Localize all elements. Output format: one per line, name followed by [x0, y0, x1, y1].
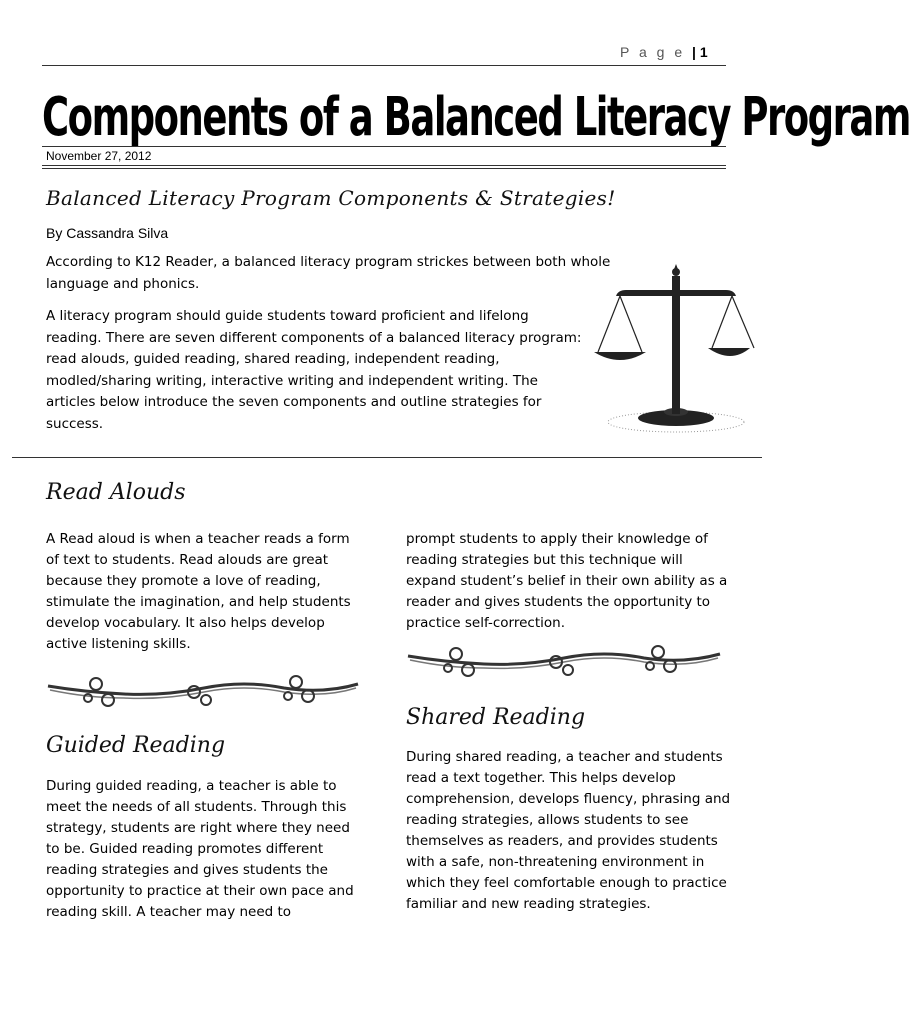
section-rule: [12, 457, 762, 458]
page-number: [620, 44, 708, 60]
section-title-guided-reading: Guided Reading: [46, 733, 226, 758]
flourish-divider-icon: [404, 640, 724, 680]
section-title-read-alouds: Read Alouds: [46, 480, 186, 505]
section-title-shared-reading: Shared Reading: [406, 705, 586, 730]
balance-scale-icon: [590, 260, 750, 440]
article-headline: Balanced Literacy Program Components & Strategies!: [46, 186, 616, 210]
top-rule: [42, 65, 726, 66]
article-byline: By Cassandra Silva: [46, 225, 169, 241]
date-rule-bottom-double: [42, 168, 726, 169]
section-body-guided-reading-continued: prompt students to apply their knowledge of reading strategies but this technique will expand student’s belief in their own ability as a reader and gives students the opportunity to practice self-correction.: [406, 531, 728, 631]
section-body-read-alouds: A Read aloud is when a teacher reads a form of text to students. Read alouds are great because they promote a love of reading, stimulate the imagination, and help students develop vocabulary. It also helps develop active listening skills.: [46, 531, 351, 652]
date-rule-top: [42, 146, 726, 147]
date-rule-bottom: [42, 165, 726, 166]
flourish-divider-icon: [44, 670, 362, 710]
page-separator: |: [692, 44, 696, 60]
masthead-title: Components of a Balanced Literacy Program: [42, 85, 910, 148]
lead-paragraph-2: A literacy program should guide students toward proficient and lifelong reading. There are seven different components of a balanced literacy program: read alouds, guided reading, shared reading, independent reading, modled/sharing writing, interactive writing and independent writing. The articles below introduce the seven components and outline strategies for success.: [46, 308, 582, 432]
lead-paragraph-1: According to K12 Reader, a balanced literacy program strickes between both whole language and phonics.: [46, 254, 611, 292]
page-label: P a g e: [620, 44, 686, 60]
section-body-guided-reading: During guided reading, a teacher is able to meet the needs of all students. Through this strategy, students are right where they need to be. Guided reading promotes different reading strategies and gives students the opportunity to practice at their own pace and reading skill. A teacher may need to: [46, 778, 354, 920]
page-number-value: 1: [699, 44, 708, 60]
section-body-shared-reading: During shared reading, a teacher and students read a text together. This helps develop comprehension, develops fluency, phrasing and reading strategies, allows students to see themselves as readers, and provides students with a safe, non-threatening environment in which they feel comfortable enough to practice familiar and new reading strategies.: [406, 749, 731, 912]
issue-date: November 27, 2012: [46, 149, 152, 163]
